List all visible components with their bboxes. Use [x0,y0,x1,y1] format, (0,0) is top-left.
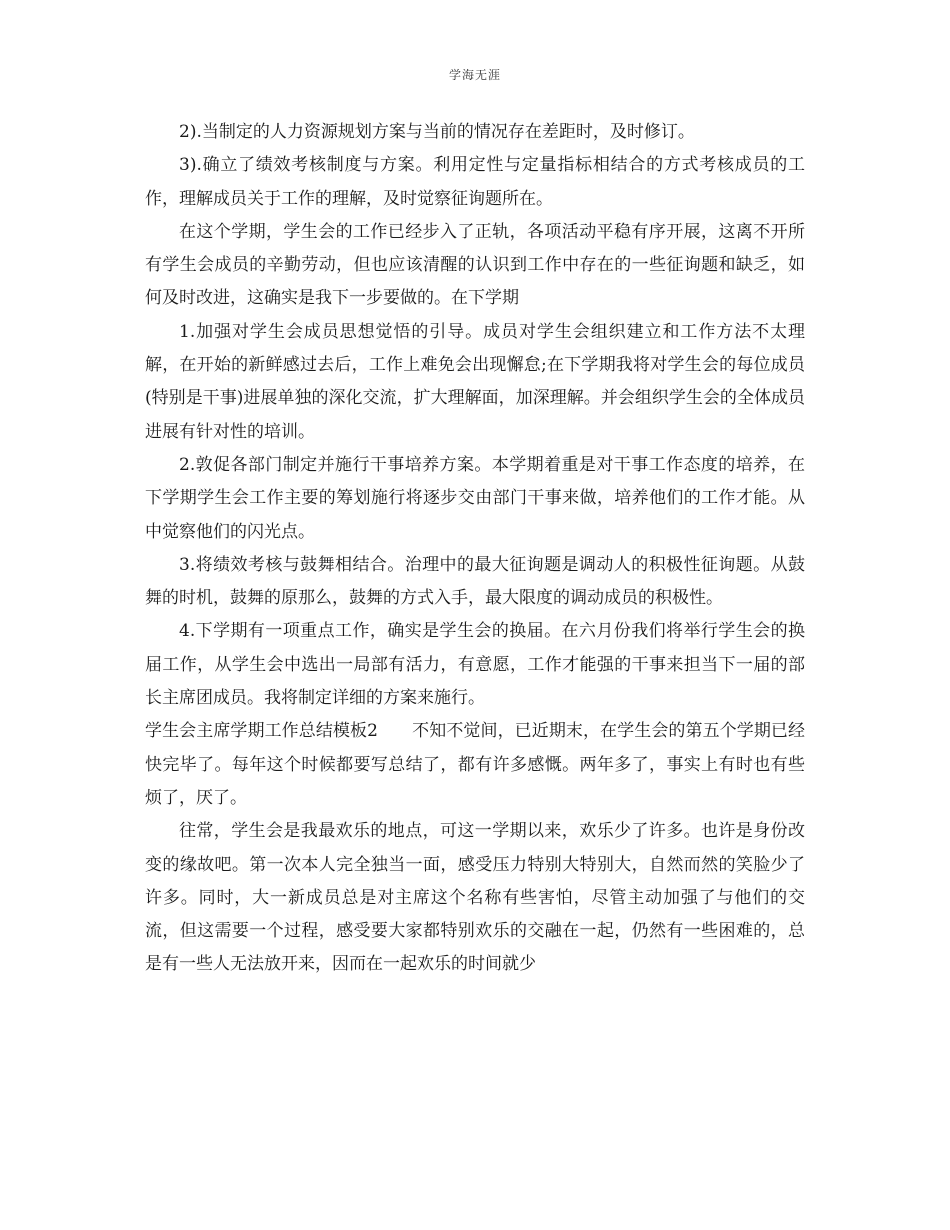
paragraph-performance-system: 3).确立了绩效考核制度与方案。利用定性与定量指标相结合的方式考核成员的工作，理解成员关于工作的理解，及时觉察征询题所在。 [145,155,805,209]
paragraph-semester-summary: 在这个学期，学生会的工作已经步入了正轨，各项活动平稳有序开展，这离不开所有学生会成员的辛勤劳动，但也应该清醒的认识到工作中存在的一些征询题和缺乏，如何及时改进，这确实是我下一步要做的。在下学期 [145,221,805,309]
paragraph-plan-3: 3.将绩效考核与鼓舞相结合。治理中的最大征询题是调动人的积极性征询题。从鼓舞的时机，鼓舞的原那么，鼓舞的方式入手，最大限度的调动成员的积极性。 [145,554,805,609]
paragraph-plan-4: 4.下学期有一项重点工作，确实是学生会的换届。在六月份我们将举行学生会的换届工作，从学生会中选出一局部有活力，有意愿，工作才能强的干事来担当下一届的部长主席团成员。我将制定详细的方案来施行。 [145,621,805,709]
page-header: 学海无涯 [448,68,501,82]
document-body [145,116,805,982]
paragraph-plan-1: 1.加强对学生会成员思想觉悟的引导。成员对学生会组织建立和工作方法不太理解，在开始的新鲜感过去后，工作上难免会出现懈怠;在下学期我将对学生会的每位成员(特别是干事)进展单独的深化交流，扩大理解面，加深理解。并会组织学生会的全体成员进展有针对性的培训。 [145,321,805,442]
paragraph-template-2-intro: 学生会主席学期工作总结模板2 不知不觉间，已近期末，在学生会的第五个学期已经快完毕了。每年这个时候都要写总结了，都有许多感慨。两年多了，事实上有时也有些烦了，厌了。 [145,721,805,808]
paragraph-reflection: 往常，学生会是我最欢乐的地点，可这一学期以来，欢乐少了许多。也许是身份改变的缘故吧。第一次本人完全独当一面，感受压力特别大特别大，自然而然的笑脸少了许多。同时，大一新成员总是对主席这个名称有些害怕，尽管主动加强了与他们的交流，但这需要一个过程，感受要大家都特别欢乐的交融在一起，仍然有一些困难的，总是有一些人无法放开来，因而在一起欢乐的时间就少 [145,821,805,975]
paragraph-plan-2: 2.敦促各部门制定并施行干事培养方案。本学期着重是对干事工作态度的培养，在下学期学生会工作主要的筹划施行将逐步交由部门干事来做，培养他们的工作才能。从中觉察他们的闪光点。 [145,454,805,542]
paragraph-revision: 2).当制定的人力资源规划方案与当前的情况存在差距时，及时修订。 [179,122,695,142]
